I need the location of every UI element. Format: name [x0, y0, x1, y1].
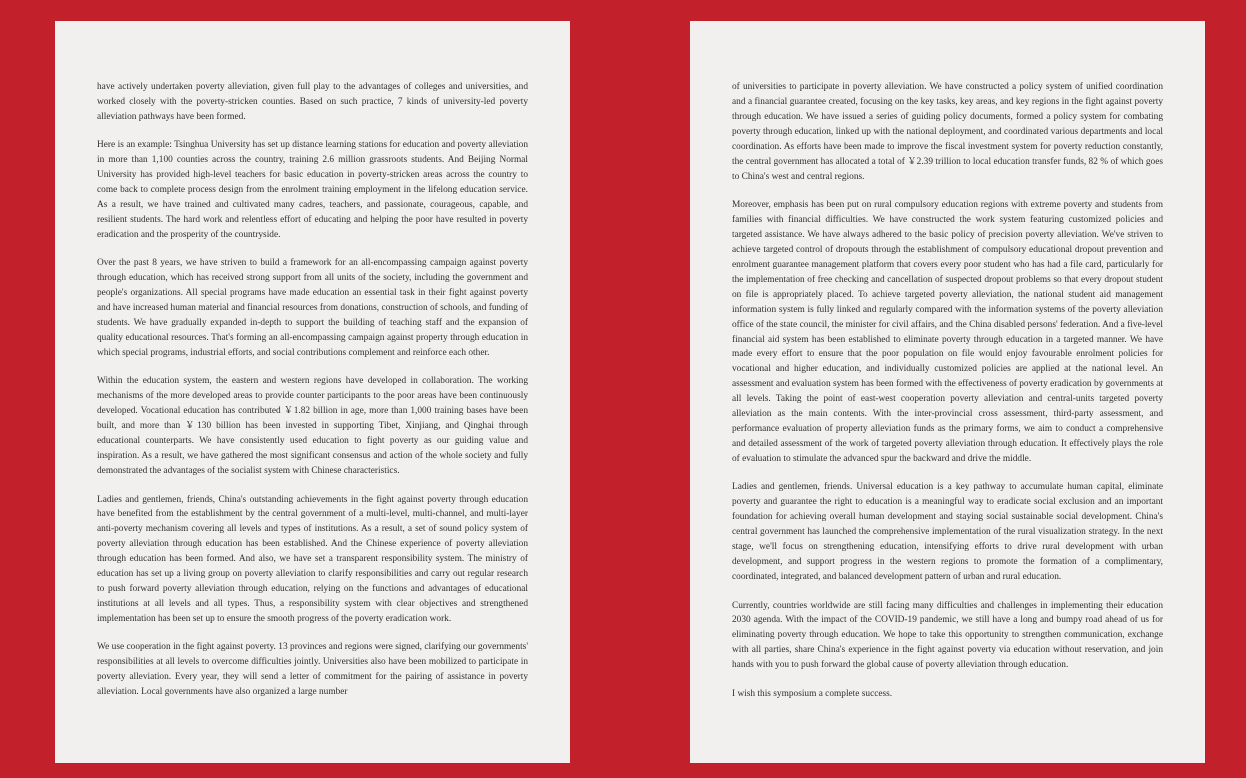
paragraph: Currently, countries worldwide are still facing many difficulties and challenges in implementing their education 2030 agenda. With the impact of the COVID-19 pandemic, we still have a long and bumpy road ahead of us for eliminating poverty through education. We hope to take this opportunity to strengthen communication, exchange with all parties, share China's experience in the fight against poverty via education without reservation, and join hands with you to push forward the global cause of poverty alleviation through education.	[732, 600, 1163, 671]
document-page-right	[690, 21, 1205, 763]
paragraph: Ladies and gentlemen, friends. Universal education is a key pathway to accumulate human capital, eliminate poverty and guarantee the right to education is a meaningful way to eradicate social exclusion and an important foundation for achieving overall human development and staying social sustainable social development. China's central government has launched the comprehensive implementation of the rural visualization strategy. In the next stage, we'll focus on strengthening education, intensifying efforts to drive rural development with urban development, and support progress in the western regions to promote the formation of a complimentary, coordinated, integrated, and balanced development pattern of urban and rural education.	[732, 482, 1163, 583]
paragraph: Here is an example: Tsinghua University has set up distance learning stations for education and poverty alleviation in more than 1,100 counties across the country, training 2.6 million grassroots students. And Beijing Normal University has provided high-level teachers for basic education in poverty-stricken areas across the country to come back to complete process design from the enrolment training employment in the lifelong education service. As a result, we have trained and cultivated many cadres, teachers, and passionate, courageous, capable, and resilient students. The hard work and relentless effort of educating and helping the poor have resulted in poverty eradication and the prosperity of the countryside.	[97, 140, 528, 240]
paragraph: We use cooperation in the fight against poverty. 13 provinces and regions were signed, clarifying our governments' responsibilities at all levels to overcome difficulties jointly. Universities also have been mobilized to participate in poverty alleviation. Every year, they will send a letter of commitment for the pairing of assistance in poverty alleviation. Local governments have also organized a large number	[97, 642, 528, 698]
paragraph: have actively undertaken poverty alleviation, given full play to the advantages of colleges and universities, and worked closely with the poverty-stricken counties. Based on such practice, 7 kinds of university-led poverty alleviation pathways have been formed.	[97, 82, 528, 122]
document-page-left	[55, 21, 570, 763]
paragraph: of universities to participate in poverty alleviation. We have constructed a policy system of unified coordination and a financial guarantee created, focusing on the key tasks, key areas, and key regions in the fight against poverty through education. We have issued a series of guiding policy documents, formed a policy system for combating poverty through education, linked up with the national deployment, and coordinated various departments and local coordination. As efforts have been made to improve the fiscal investment system for poverty reduction constantly, the central government has allocated a total of ￥2.39 trillion to local education transfer funds, 82 % of which goes to China's west and central regions.	[732, 82, 1163, 182]
paragraph: Ladies and gentlemen, friends, China's outstanding achievements in the fight against poverty through education have benefited from the establishment by the central government of a multi-level, multi-channel, and multi-layer anti-poverty mechanism covering all levels and types of institutions. As a result, a set of sound policy system of poverty alleviation through education has been established. And the Chinese experience of poverty alleviation through education has been formed. And also, we have set a transparent responsibility system. The ministry of education has set up a living group on poverty alleviation to clarify responsibilities and carry out regular research to push forward poverty alleviation through education, relying on the functions and advantages of educational institutions at all levels and all types. Thus, a responsibility system with clear objectives and strengthened implementation has been set up to ensure the smooth progress of the poverty eradication work.	[97, 494, 528, 624]
paragraph: Within the education system, the eastern and western regions have developed in collaboration. The working mechanisms of the more developed areas to provide counter participants to the poor areas have been continuously developed. Vocational education has contributed ￥1.82 billion in age, more than 1,000 training bases have been built, and more than ￥130 billion has been invested in supporting Tibet, Xinjiang, and Qinghai through educational counterparts. We have consistently used education to fight poverty as our guiding value and inspiration. As a result, we have gathered the most significant consensus and action of the whole society and fully demonstrated the advantages of the socialist system with Chinese characteristics.	[97, 376, 528, 477]
paragraph: I wish this symposium a complete success.	[732, 688, 893, 699]
paragraph: Moreover, emphasis has been put on rural compulsory education regions with extreme poverty and students from families with financial difficulties. We have constructed the work system featuring customized policies and targeted assistance. We have always adhered to the basic policy of precision poverty alleviation. We've striven to achieve targeted control of dropouts through the establishment of compulsory educational dropout prevention and enrolment guarantee management platform that covers every poor student who has had a file card, particularly for the implementation of free checking and cancellation of suspected dropout problems so that every dropout student on file is appropriately placed. To achieve targeted poverty alleviation, the national student aid management information system is fully linked and regularly compared with the information systems of the poverty alleviation office of the state council, the minister for civil affairs, and the China disabled persons' federation. And a five-level financial aid system has been established to eliminate poverty through education in a targeted manner. We have made every effort to ensure that the poor population on file would enjoy favourable enrolment policies for vocational and higher education, and individually customized policies are applied at the national level. An assessment and evaluation system has been formed with the effectiveness of poverty eradication by governments at all levels. Taking the point of east-west cooperation poverty alleviation and central-units targeted poverty alleviation as the main contents. With the inter-provincial cross assessment, third-party assessment, and performance evaluation of property alleviation funds as the primary forms, we aim to conduct a comprehensive and detailed assessment of the work of targeted poverty alleviation through education. It effectively plays the role of evaluation to stimulate the advanced spur the backward and drive the middle.	[732, 200, 1163, 464]
paragraph: Over the past 8 years, we have striven to build a framework for an all-encompassing campaign against poverty through education, which has received strong support from all units of the society, including the government and people's organizations. All special programs have made education an essential task in their fight against poverty and have increased human material and financial resources from donations, construction of schools, and funding of students. We have gradually expanded in-depth to support the building of teaching staff and the expansion of quality educational resources. That's forming an all-encompassing campaign against property through education in which special programs, industrial efforts, and social contributions complement and reinforce each other.	[97, 258, 528, 358]
